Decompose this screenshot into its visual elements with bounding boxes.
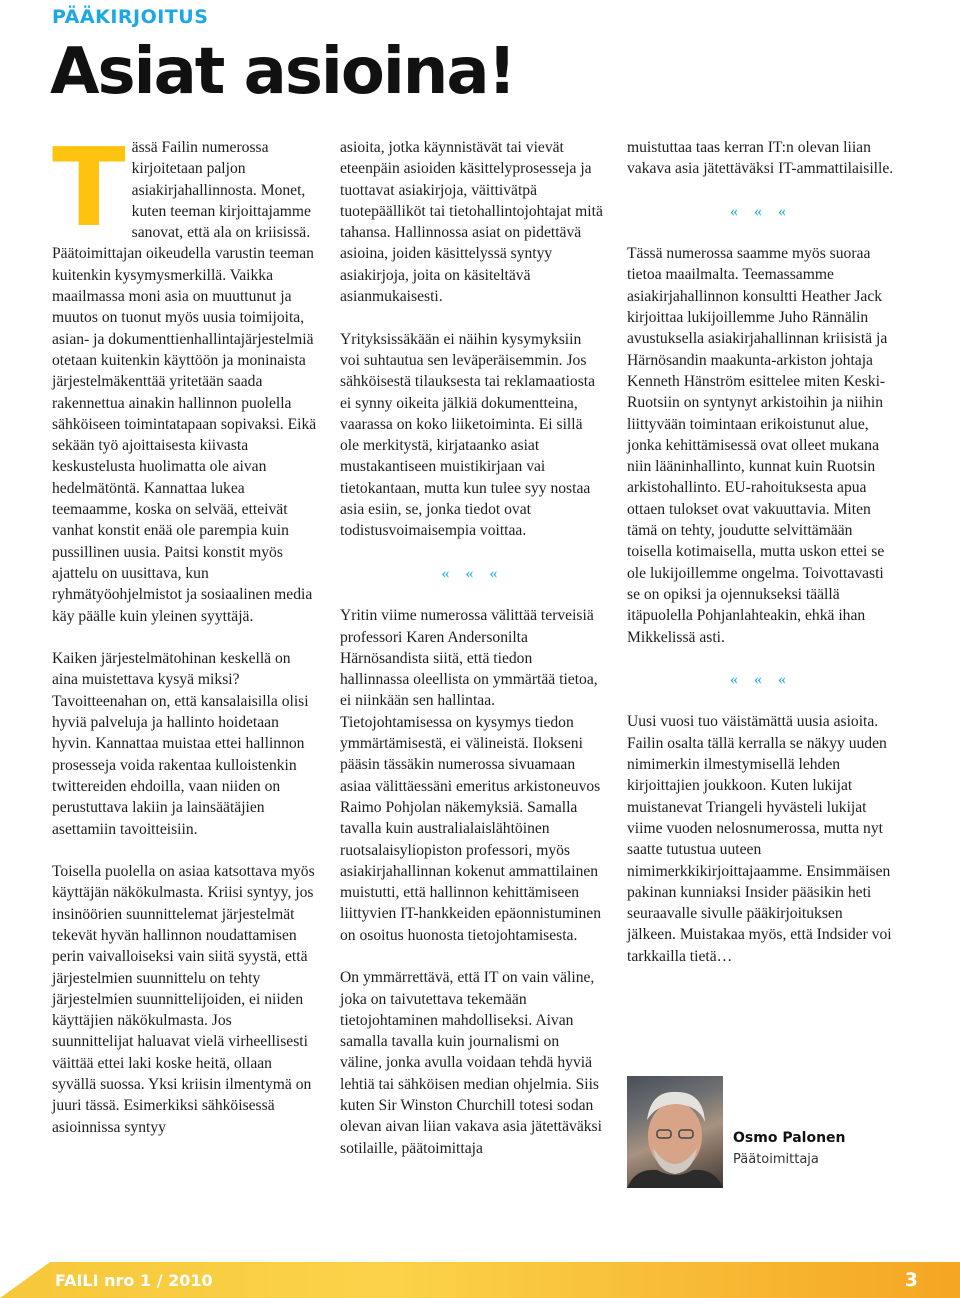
article-column-3 bbox=[627, 137, 895, 988]
column1-paragraph-3: Toisella puolella on asiaa katsottava myös käyttäjän näkökulmasta. Kriisi syntyy, jos insinöörien suunnittelemat järjestelmät tekevät hyvän hallinnon noudattamisen perin vaivalloiseksi vain siitä syystä, että järjestelmien suunnittelu on tehty järjestelmien suunnittelijoiden, ei niiden käyttäjien näkökulmasta. Jos suunnittelijat haluavat vielä virheellisesti väittää ettei laki koske heitä, ollaan syvällä suossa. Yksi kriisin ilmentymä on juuri tässä. Esimerkiksi sähköisessä asioinnissa syntyy bbox=[52, 863, 315, 1136]
author-byline bbox=[627, 1076, 887, 1188]
author-name: Osmo Palonen bbox=[733, 1130, 846, 1146]
column1-paragraph-2: Kaiken järjestelmätohinan keskellä on aina muistettava kysyä miksi? Tavoitteenahan on, että kansalaisilla olisi hyviä palveluja ja hallinto hoidetaan hyvin. Kannattaa muistaa ettei hallinnon prosesseja voida rakentaa kulloistenkin twittereiden ehdoilla, vaan niiden on perustuttava lakiin ja lainsäätäjien asettamiin tavoitteisiin. bbox=[52, 650, 309, 838]
page-number: 3 bbox=[904, 1269, 918, 1291]
drop-cap: T bbox=[52, 126, 126, 251]
section-divider-icon: « « « bbox=[441, 564, 504, 582]
author-photo bbox=[627, 1076, 723, 1188]
column3-paragraph-3: Uusi vuosi tuo väistämättä uusia asioita. Failin osalta tällä kerralla se näkyy uuden nimimerkin ilmestymisellä lehden kirjoittajien joukkoon. Kuten lukijat muistanevat Triangeli hyvästeli lukijat viime vuoden nelosnumerossa, mutta nyt saatte tutustua uuteen nimimerkkikirjoittajaamme. Ensimmäisen pakinan kunniaksi Insider pääsikin heti seuraavalle sivulle pääkirjoituksen jälkeen. Muistakaa myös, että Indsider voi tarkkailla tietä… bbox=[627, 713, 892, 965]
author-role: Päätoimittaja bbox=[733, 1152, 819, 1167]
column1-paragraph-1-text: ässä Failin numerossa kirjoitetaan paljon asiakirjahallinnosta. Monet, kuten teeman kirjoittajamme sanovat, että ala on kriisissä. Päätoimittajan oikeudella varustin teeman kuitenkin kysymysmerkillä. Vaikka maailmassa moni asia on muuttunut ja muutos on tuonut myös uusia toimijoita, asian- ja dokumenttienhallintajärjestelmiä otetaan kuitenkin käyttöön ja moninaista järjestelmäkenttää yritetään saada rakennettua ainakin hallinnon puolella sähköiseen toimintatapaan sopivaksi. Eikä sekään työ ajoittaisesta kiivasta keskustelusta huolimatta ole aivan hedelmätöntä. Kannattaa lukea teemaamme, koska on selvää, etteivät vanhat konstit enää ole parempia kuin pussillinen uusia. Paitsi konstit myös ajattelu on uusittava, kun ryhmätyöohjelmistot ja sosiaalinen media käy päälle kuin yleinen syyttäjä. bbox=[52, 139, 317, 625]
column2-paragraph-3: Yritin viime numerossa välittää terveisiä professori Karen Andersonilta Härnösandista siitä, että tiedon hallinnassa oleellista on ymmärtää tietoa, ei niinkään sen hallintaa. Tietojohtamisessa on kysymys tiedon ymmärtämisestä, ei välineistä. Ilokseni pääsin tässäkin numerossa sivuamaan asiaa välittäessäni emeritus arkistoneuvos Raimo Pohjolan näkemyksiä. Samalla tavalla kuin australialaislähtöinen ruotsalaisyliopiston professori, myös asiakirjahallinnan kokenut ammattilainen muistutti, että hallinnon kehittämiseen liittyvien IT-hankkeiden epäonnistuminen on osoitus huonosta tietojohtamisesta. bbox=[340, 607, 601, 944]
section-label: PÄÄKIRJOITUS bbox=[52, 6, 209, 28]
column3-paragraph-1: muistuttaa taas kerran IT:n olevan liian vakava asia jätettäväksi IT-ammattilaisille. bbox=[627, 139, 894, 178]
column3-paragraph-2: Tässä numerossa saamme myös suoraa tietoa maailmalta. Teemassamme asiakirjahallinnon konsultti Heather Jack kirjoittaa lukijoillemme Juho Rännälin avustuksella asiakirjahallinnan kriisistä ja Härnösandin maakunta-arkiston johtaja Kenneth Hänström esittelee miten Keski-Ruotsiin on syntynyt arkistoihin ja niihin liittyvään toimintaan erikoistunut alue, jonka kehittämisessä ovat olleet mukana niin lääninhallinto, kunnat kuin Ruotsin arkistohallinto. EU-rahoituksesta apua ottaen tulokset ovat vakuuttavia. Miten tämä on tehty, joudutte selvittämään toisella kotimaisella, mutta uskon ettei se ole lukijoillemme ongelma. Toivottavasti se on opiksi ja ojennukseksi täällä itäpuolella Pohjanlahteakin, ehkä ihan Mikkelissä asti. bbox=[627, 245, 888, 646]
footer-issue-label: FAILI nro 1 / 2010 bbox=[55, 1271, 213, 1290]
article-column-1 bbox=[52, 126, 317, 1159]
column2-paragraph-1: asioita, jotka käynnistävät tai vievät eteenpäin asioiden käsittelyprosesseja ja tuottavat asiakirjoja, väittivätpä tuotepäälliköt tai tietohallintojohtajat mitä tahansa. Hallinnossa asiat on pidettävä asioina, joiden käsittelyssä syntyy asiakirjoja, joita on käsiteltävä asianmukaisesti. bbox=[340, 139, 603, 306]
article-column-2 bbox=[340, 137, 605, 1180]
column2-paragraph-4: On ymmärrettävä, että IT on vain väline, joka on taivutettava tekemään tietojohtaminen mahdolliseksi. Aivan samalla tavalla kuin journalismi on väline, jonka avulla voidaan tehdä hyviä lehtiä tai sähköisen median ohjelmia. Siis kuten Sir Winston Churchill totesi sodan olevan aivan liian vakava asia jätettäväksi sotilaille, päätoimittaja bbox=[340, 969, 602, 1157]
section-divider-icon: « « « bbox=[730, 671, 792, 689]
column1-paragraph-1 bbox=[52, 126, 317, 627]
column2-paragraph-2: Yrityksissäkään ei näihin kysymyksiin voi suhtautua sen leväperäisemmin. Jos sähköisestä tilauksesta tai reklamaatiosta ei synny oikeita jälkiä dokumentteina, vaarassa on koko liiketoiminta. Ei sillä ole merkitystä, kirjataanko asiat mustakantiseen muistikirjaan vai tietokantaan, mutta kun tulee syy nostaa asia esiin, se, jonka tiedot ovat todistusvoimaisempia voittaa. bbox=[340, 330, 596, 540]
section-divider-icon: « « « bbox=[730, 202, 792, 220]
article-headline: Asiat asioina! bbox=[50, 35, 515, 109]
